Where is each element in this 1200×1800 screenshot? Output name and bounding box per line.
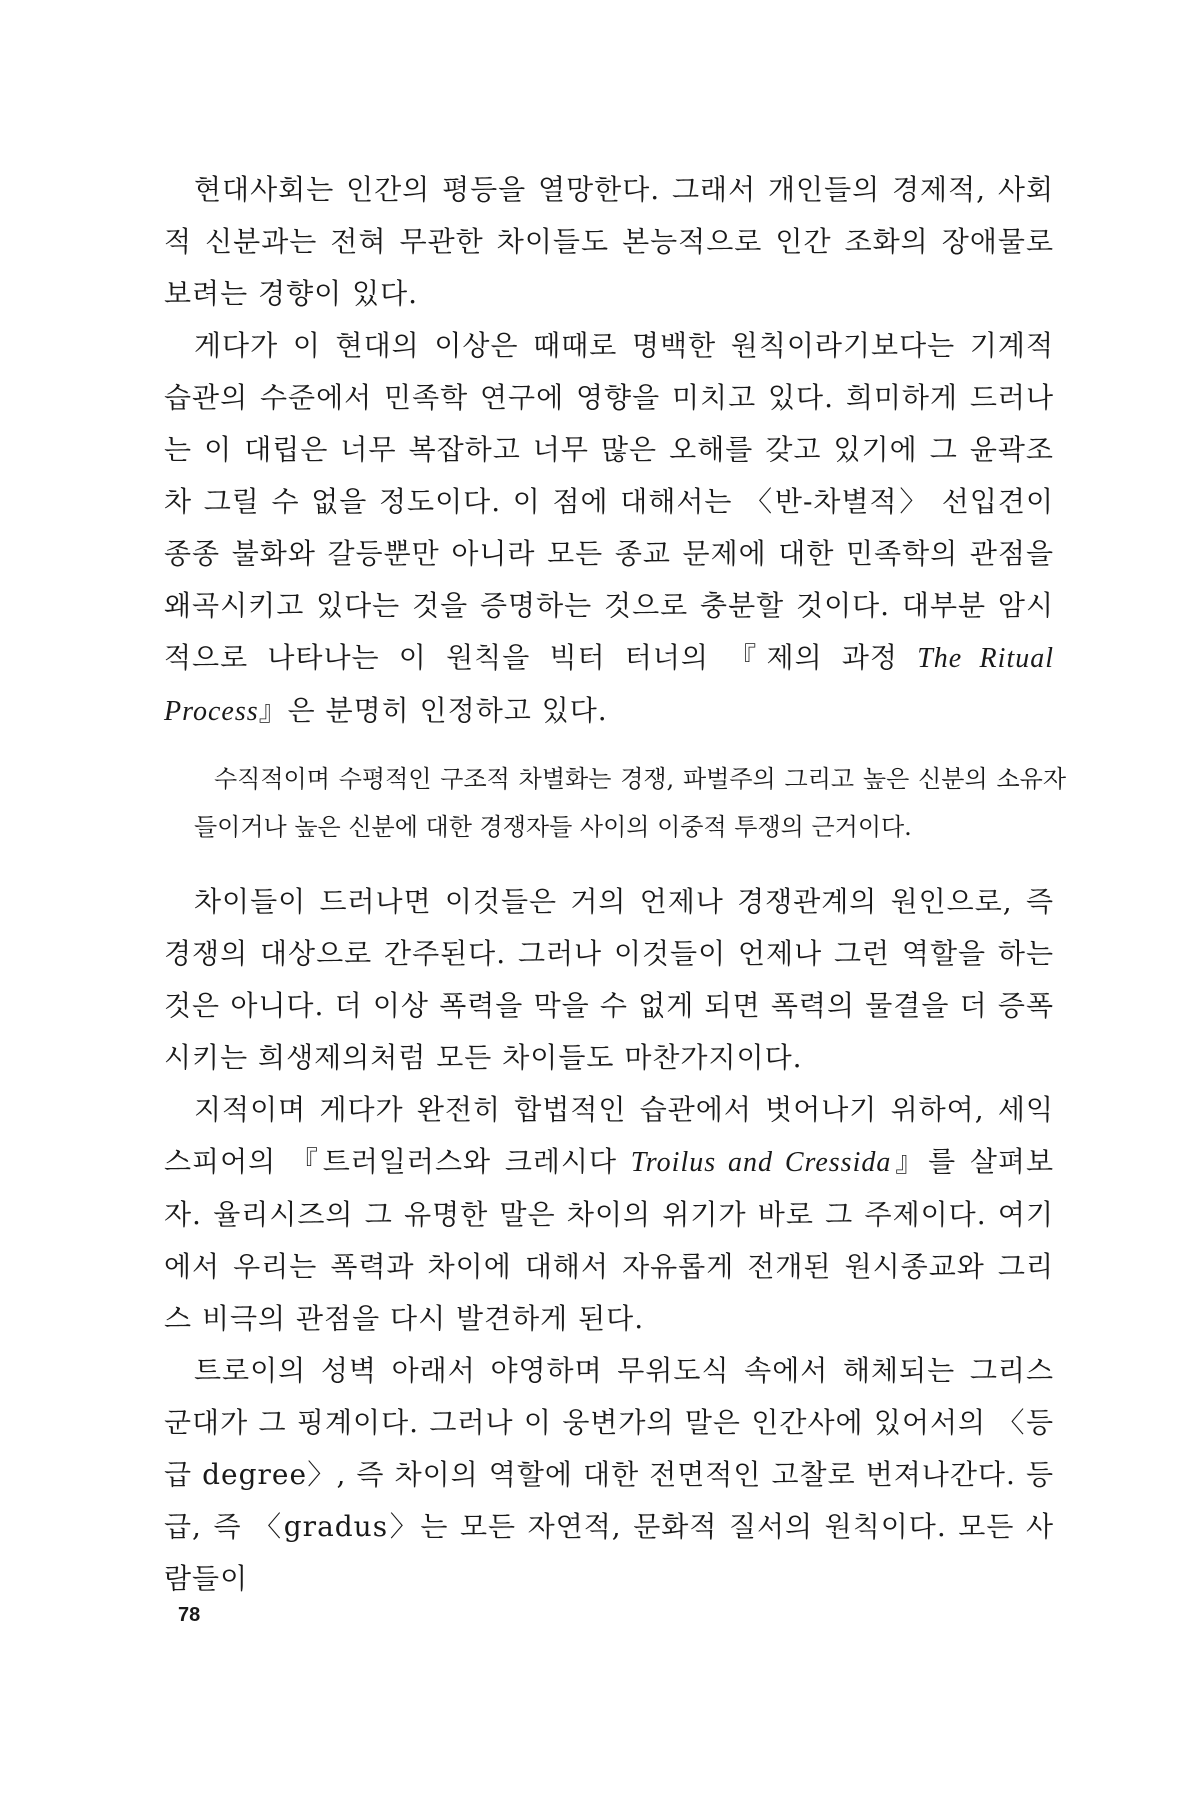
- paragraph-tail: 를 살펴보자. 율리시즈의 그 유명한 말은 차이의 위기가 바로 그 주제이다. 여기에서 우리는 폭력과 차이에 대해서 자유롭게 전개된 원시종교와 그리스 비극의 관점을 다시 발견하게 된다.: [164, 1145, 1055, 1335]
- quote-text: 수직적이며 수평적인 구조적 차별화는 경쟁, 파벌주의 그리고 높은 신분의 소유자들이거나 높은 신분에 대한 경쟁자들 사이의 이중적 투쟁의 근거이다.: [194, 765, 1066, 841]
- title-close: 』: [891, 1145, 929, 1178]
- page-number: 78: [178, 1604, 201, 1626]
- block-quote: [194, 755, 1066, 851]
- paragraph: 현대사회는 인간의 평등을 열망한다. 그래서 개인들의 경제적, 사회적 신분과는 전혀 무관한 차이들도 본능적으로 인간 조화의 장애물로 보려는 경향이 있다.: [164, 173, 1054, 310]
- ritual-title-ko: 『제의 과정: [728, 641, 898, 674]
- paragraph: 트로이의 성벽 아래서 야영하며 무위도식 속에서 해체되는 그리스 군대가 그 핑계이다. 그러나 이 웅변가의 말은 인간사에 있어서의 〈등급 degree〉, 즉 차이의 역할에 대한 전면적인 고찰로 번져나간다. 등급, 즉 〈gradus〉는 모든 자연적, 문화적 질서의 원칙이다. 모든 사람들이: [164, 1354, 1054, 1595]
- paragraph: [164, 320, 1054, 738]
- body-text-upper: [164, 164, 1054, 738]
- paragraph: [164, 1084, 1054, 1345]
- paragraph-text: 게다가 이 현대의 이상은 때때로 명백한 원칙이라기보다는 기계적 습관의 수준에서 민족학 연구에 영향을 미치고 있다. 희미하게 드러나는 이 대립은 너무 복잡하고 너무 많은 오해를 갖고 있기에 그 윤곽조차 그릴 수 없을 정도이다. 이 점에 대해서는 〈반-차별적〉 선입견이 종종 불화와 갈등뿐만 아니라 모든 종교 문제에 대한 민족학의 관점을 왜곡시키고 있다는 것을 증명하는 것으로 충분할 것이다. 대부분 암시적으로 나타나는 이 원칙을 빅터 터너의: [164, 329, 1054, 674]
- troilus-title-en: Troilus and Cressida: [630, 1147, 892, 1178]
- ritual-title-en: The Ritual Process: [164, 643, 1054, 727]
- paragraph-tail: 은 분명히 인정하고 있다.: [287, 694, 608, 727]
- paragraph: 차이들이 드러나면 이것들은 거의 언제나 경쟁관계의 원인으로, 즉 경쟁의 대상으로 간주된다. 그러나 이것들이 언제나 그런 역할을 하는 것은 아니다. 더 이상 폭력을 막을 수 없게 되면 폭력의 물결을 더 증폭시키는 희생제의처럼 모든 차이들도 마찬가지이다.: [164, 885, 1054, 1074]
- paragraph-text: 지적이며 게다가 완전히 합법적인 습관에서 벗어나기 위하여, 세익스피어의 『트러일러스와 크레시다: [164, 1093, 1054, 1178]
- body-text-lower: [164, 876, 1054, 1605]
- title-close: 』: [258, 694, 288, 727]
